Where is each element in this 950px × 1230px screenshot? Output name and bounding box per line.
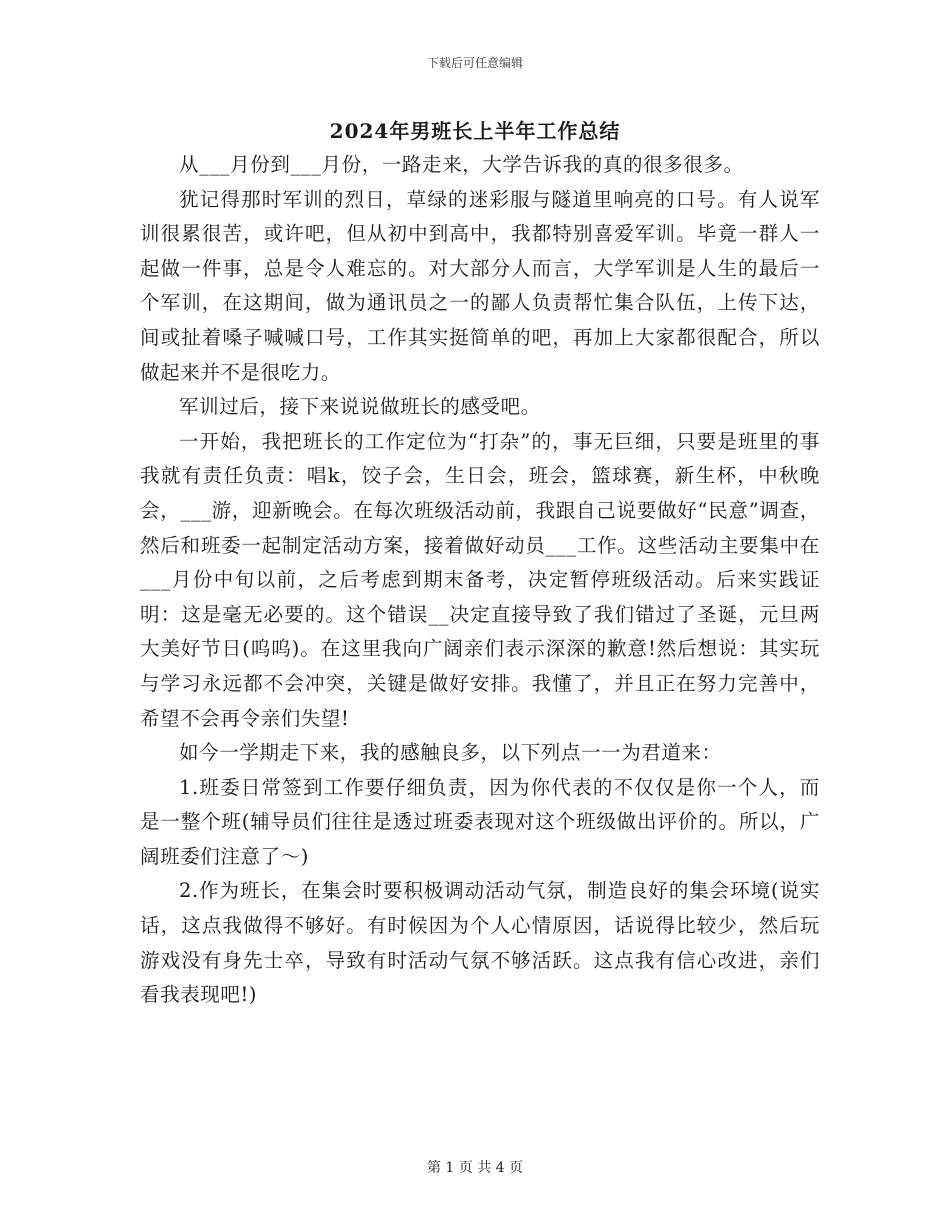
header-note: 下载后可任意编辑 xyxy=(426,56,523,70)
document-title: 2024年男班长上半年工作总结 xyxy=(329,119,621,143)
paragraph: 犹记得那时军训的烈日，草绿的迷彩服与隧道里响亮的口号。有人说军训很累很苦，或许吧，但从初中到高中，我都特别喜爱军训。毕竟一群人一起做一件事，总是令人难忘的。对大部分人而言，大学军训是人生的最后一个军训，在这期间，做为通讯员之一的鄙人负责帮忙集合队伍，上传下达，间或扯着嗓子喊喊口号，工作其实挺简单的吧，再加上大家都很配合，所以做起来并不是很吃力。 xyxy=(140,187,820,384)
page-number-footer: 第 1 页 共 4 页 xyxy=(426,1160,524,1176)
paragraph: 一开始，我把班长的工作定位为“打杂”的，事无巨细，只要是班里的事我就有责任负责：唱k，饺子会，生日会，班会，篮球赛，新生杯，中秋晚会，___游，迎新晚会。在每次班级活动前，我跟自己说要做好“民意”调查，然后和班委一起制定活动方案，接着做好动员___工作。这些活动主要集中在___月份中旬以前，之后考虑到期末备考，决定暂停班级活动。后来实践证明：这是毫无必要的。这个错误__决定直接导致了我们错过了圣诞，元旦两大美好节日(呜呜)。在这里我向广阔亲们表示深深的歉意!然后想说：其实玩与学习永远都不会冲突，关键是做好安排。我懂了，并且正在努力完善中，希望不会再令亲们失望! xyxy=(140,429,820,730)
paragraph: 2.作为班长，在集会时要积极调动活动气氛，制造良好的集会环境(说实话，这点我做得不够好。有时候因为个人心情原因，话说得比较少，然后玩游戏没有身先士卒，导致有时活动气氛不够活跃。这点我有信心改进，亲们看我表现吧!) xyxy=(140,879,820,1007)
paragraph: 军训过后，接下来说说做班长的感受吧。 xyxy=(179,395,541,419)
paragraph: 从___月份到___月份，一路走来，大学告诉我的真的很多很多。 xyxy=(179,153,744,176)
paragraph: 1.班委日常签到工作要仔细负责，因为你代表的不仅仅是你一个人，而是一整个班(辅导员们往往是透过班委表现对这个班级做出评价的。所以，广阔班委们注意了～) xyxy=(140,775,820,868)
document-body xyxy=(140,148,820,1013)
paragraph: 如今一学期走下来，我的感触良多，以下列点一一为君道来： xyxy=(179,741,722,765)
